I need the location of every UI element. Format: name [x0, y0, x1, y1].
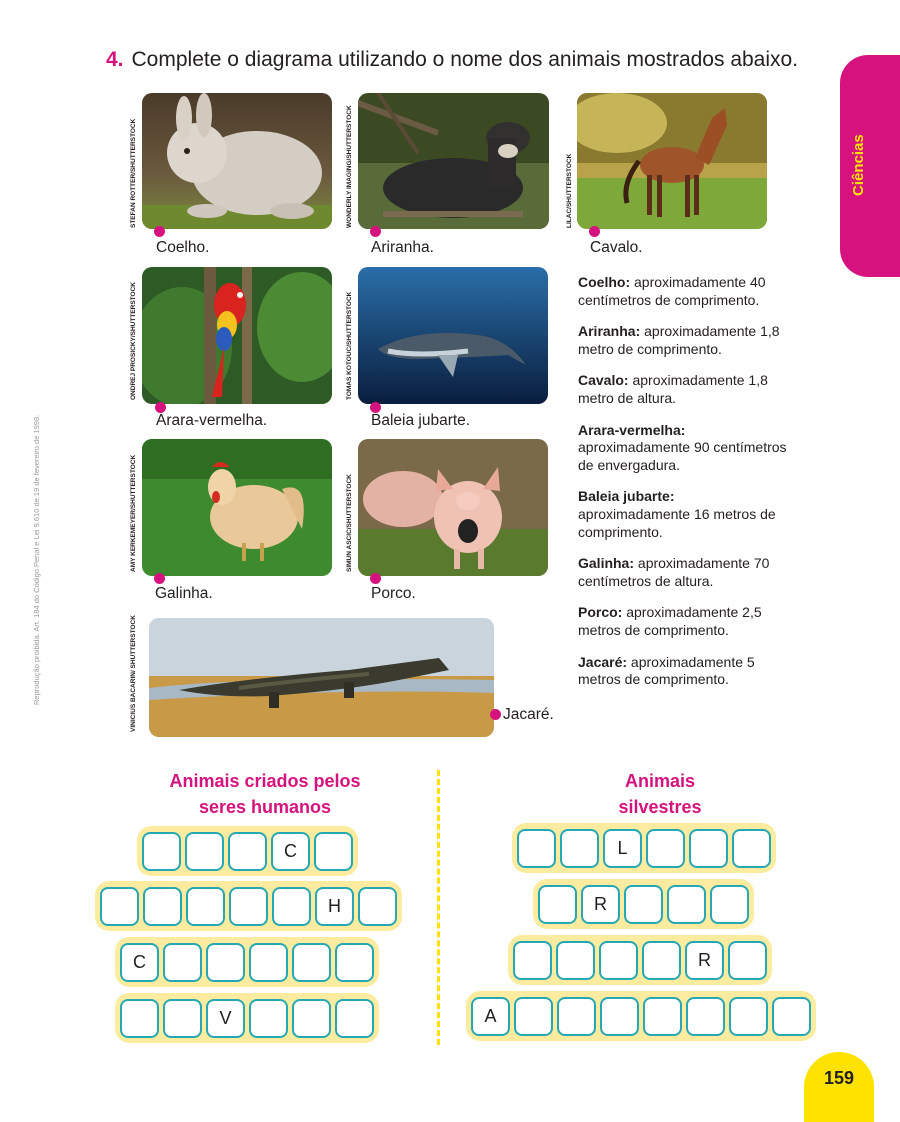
subject-tab [840, 55, 900, 277]
humpback-whale-photo [358, 267, 548, 404]
info-item: Arara-vermelha: aproximadamente 90 centímetros de envergadura. [578, 421, 787, 473]
photo-credit: SIMUN ASCIC/SHUTTERSTOCK [346, 474, 353, 572]
chicken-photo [142, 439, 332, 576]
bullet-dot [490, 709, 501, 720]
letter-cell[interactable] [514, 997, 553, 1036]
letter-cell[interactable]: C [120, 943, 159, 982]
word-row [115, 993, 379, 1043]
animal-label: Porco. [371, 585, 416, 602]
word-row [512, 823, 776, 873]
letter-cell[interactable] [335, 999, 374, 1038]
letter-cell[interactable] [538, 885, 577, 924]
info-item: Porco: aproximadamente 2,5 metros de comprimento. [578, 604, 762, 638]
letter-cell[interactable] [120, 999, 159, 1038]
photo-credit: STEFAN ROTTER/SHUTTERSTOCK [130, 118, 137, 228]
exercise-number: 4. [106, 48, 124, 71]
word-row [115, 937, 379, 987]
letter-cell[interactable] [732, 829, 771, 868]
letter-cell[interactable]: V [206, 999, 245, 1038]
info-item: Ariranha: aproximadamente 1,8 metro de comprimento. [578, 323, 780, 357]
bullet-dot [589, 226, 600, 237]
letter-cell[interactable] [358, 887, 397, 926]
bullet-dot [154, 573, 165, 584]
letter-cell[interactable] [249, 999, 288, 1038]
page-number: 159 [804, 1052, 874, 1122]
info-item: Baleia jubarte: aproximadamente 16 metros de comprimento. [578, 488, 776, 540]
exercise-instruction: Complete o diagrama utilizando o nome dos animais mostrados abaixo. [131, 48, 799, 71]
letter-cell[interactable] [185, 832, 224, 871]
pig-photo [358, 439, 548, 576]
letter-cell[interactable] [100, 887, 139, 926]
right-puzzle-heading: Animais silvestres [618, 771, 702, 817]
letter-cell[interactable] [228, 832, 267, 871]
letter-cell[interactable] [292, 999, 331, 1038]
photo-credit: TOMAS KOTOUC/SHUTTERSTOCK [346, 291, 353, 400]
photo-credit: AMY KERKEMEYER/SHUTTERSTOCK [130, 454, 137, 572]
photo-credit: WONDERLY IMAGING/SHUTTERSTOCK [346, 105, 353, 228]
letter-cell[interactable] [667, 885, 706, 924]
info-item: Cavalo: aproximadamente 1,8 metro de altura. [578, 372, 768, 406]
animal-label: Arara-vermelha. [156, 412, 268, 429]
letter-cell[interactable] [335, 943, 374, 982]
letter-cell[interactable] [560, 829, 599, 868]
copyright-note: Reprodução proibida. Art. 184 do Código Penal e Lei 9.610 de 19 de fevereiro de 1998. [32, 414, 41, 706]
letter-cell[interactable]: H [315, 887, 354, 926]
column-divider [437, 770, 440, 1045]
photo-credit: VINICIUS BACARIN/ SHUTTERSTOCK [130, 615, 137, 732]
letter-cell[interactable] [646, 829, 685, 868]
photo-credit: ONDREJ PROSICKY/SHUTTERSTOCK [130, 282, 137, 400]
letter-cell[interactable] [729, 997, 768, 1036]
letter-cell[interactable]: R [685, 941, 724, 980]
bullet-dot [154, 226, 165, 237]
letter-cell[interactable] [292, 943, 331, 982]
letter-cell[interactable] [624, 885, 663, 924]
word-row [95, 881, 402, 931]
letter-cell[interactable] [600, 997, 639, 1036]
letter-cell[interactable] [689, 829, 728, 868]
left-puzzle-heading: Animais criados pelos seres humanos [169, 771, 361, 817]
horse-photo [577, 93, 767, 229]
rabbit-photo [142, 93, 332, 229]
animal-label: Galinha. [155, 585, 213, 602]
animal-label: Ariranha. [371, 239, 434, 256]
word-row [508, 935, 772, 985]
letter-cell[interactable] [686, 997, 725, 1036]
letter-cell[interactable] [642, 941, 681, 980]
photo-credit: LILAC/SHUTTERSTOCK [566, 153, 573, 228]
letter-cell[interactable]: A [471, 997, 510, 1036]
animal-label: Coelho. [156, 239, 210, 256]
letter-cell[interactable] [772, 997, 811, 1036]
letter-cell[interactable] [513, 941, 552, 980]
bullet-dot [370, 226, 381, 237]
giant-otter-photo [358, 93, 549, 229]
scarlet-macaw-photo [142, 267, 332, 404]
letter-cell[interactable] [710, 885, 749, 924]
letter-cell[interactable] [599, 941, 638, 980]
animal-label: Jacaré. [503, 706, 554, 723]
word-row [533, 879, 754, 929]
info-item: Galinha: aproximadamente 70 centímetros de altura. [578, 555, 770, 589]
letter-cell[interactable] [249, 943, 288, 982]
letter-cell[interactable] [163, 943, 202, 982]
letter-cell[interactable] [142, 832, 181, 871]
letter-cell[interactable]: C [271, 832, 310, 871]
letter-cell[interactable] [556, 941, 595, 980]
animal-size-list [578, 274, 788, 703]
caiman-photo [149, 618, 494, 737]
animal-label: Baleia jubarte. [371, 412, 471, 429]
letter-cell[interactable]: L [603, 829, 642, 868]
letter-cell[interactable] [728, 941, 767, 980]
letter-cell[interactable] [186, 887, 225, 926]
letter-cell[interactable] [314, 832, 353, 871]
letter-cell[interactable] [206, 943, 245, 982]
subject-tab-label: Ciências [850, 134, 867, 196]
letter-cell[interactable] [517, 829, 556, 868]
word-row [466, 991, 816, 1041]
letter-cell[interactable] [143, 887, 182, 926]
letter-cell[interactable] [272, 887, 311, 926]
info-item: Jacaré: aproximadamente 5 metros de comprimento. [578, 653, 755, 688]
animal-label: Cavalo. [590, 239, 643, 256]
letter-cell[interactable] [557, 997, 596, 1036]
letter-cell[interactable] [163, 999, 202, 1038]
word-row [137, 826, 358, 876]
bullet-dot [370, 573, 381, 584]
letter-cell[interactable]: R [581, 885, 620, 924]
info-item: Coelho: aproximadamente 40 centímetros de comprimento. [578, 274, 766, 308]
letter-cell[interactable] [229, 887, 268, 926]
exercise-instruction-row [106, 48, 798, 72]
letter-cell[interactable] [643, 997, 682, 1036]
